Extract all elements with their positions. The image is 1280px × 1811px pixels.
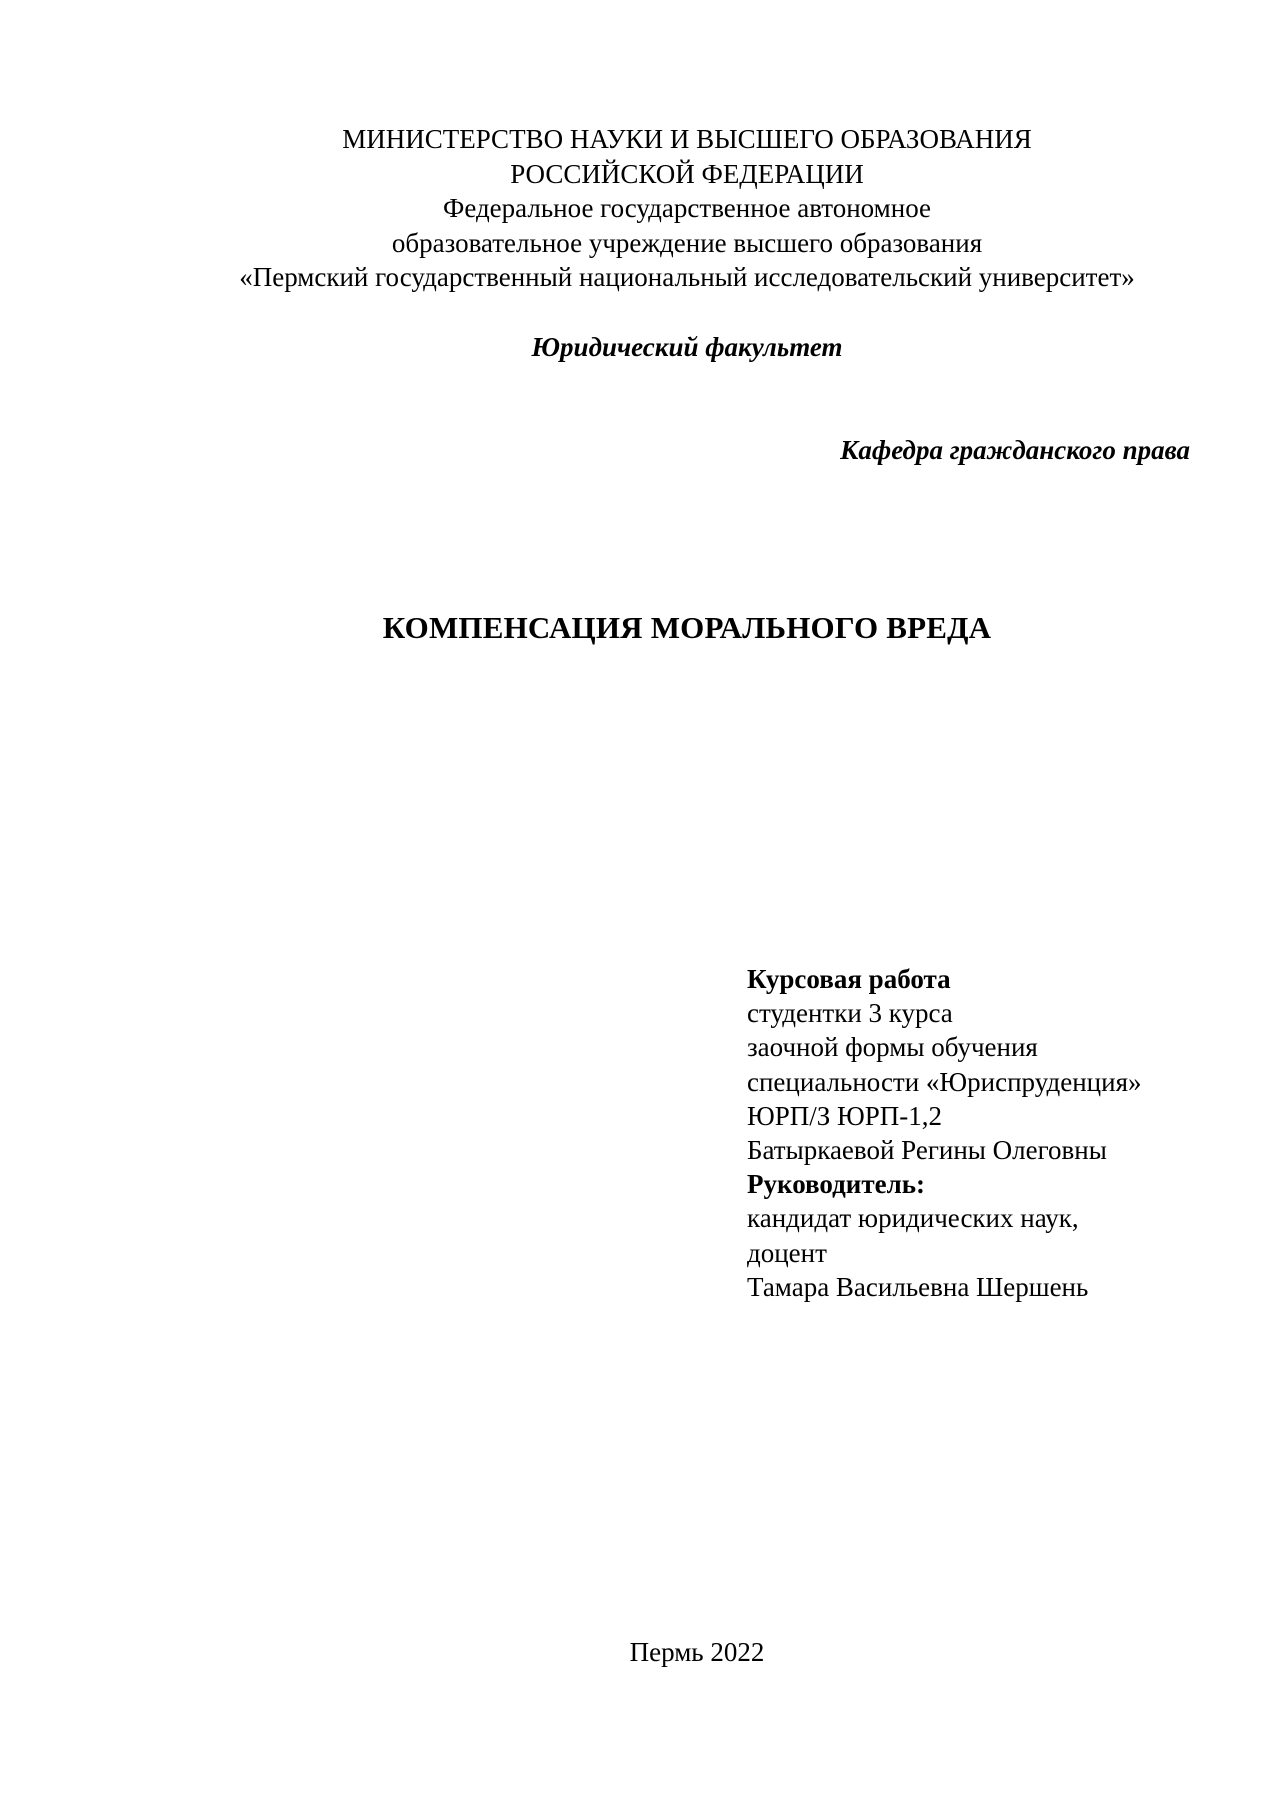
student-course: студентки 3 курса [747, 998, 953, 1029]
department-name: Кафедра гражданского права [840, 435, 1190, 465]
city-year: Пермь 2022 [629, 1637, 765, 1667]
institution-header [0, 122, 1280, 295]
supervisor-title: доцент [747, 1237, 827, 1268]
specialty: специальности «Юриспруденция» [747, 1066, 1142, 1097]
author-info-block [747, 962, 1142, 1304]
supervisor-label: Руководитель: [747, 1169, 926, 1200]
study-form: заочной формы обучения [747, 1032, 1038, 1063]
ministry-line-1: МИНИСТЕРСТВО НАУКИ И ВЫСШЕГО ОБРАЗОВАНИЯ [342, 124, 1032, 154]
group-code: ЮРП/З ЮРП-1,2 [747, 1100, 943, 1131]
supervisor-degree: кандидат юридических наук, [747, 1203, 1079, 1234]
university-name: «Пермский государственный национальный исследовательский университет» [239, 262, 1135, 292]
ministry-line-2: РОССИЙСКОЙ ФЕДЕРАЦИИ [510, 158, 864, 189]
supervisor-name: Тамара Васильевна Шершень [747, 1271, 1089, 1302]
institution-line-1: Федеральное государственное автономное [442, 193, 932, 223]
student-name: Батыркаевой Регины Олеговны [747, 1135, 1107, 1166]
faculty-name: Юридический факультет [531, 332, 843, 362]
work-type: Курсовая работа [747, 964, 951, 994]
work-title: КОМПЕНСАЦИЯ МОРАЛЬНОГО ВРЕДА [382, 610, 992, 645]
institution-line-2: образовательное учреждение высшего образования [391, 227, 983, 258]
